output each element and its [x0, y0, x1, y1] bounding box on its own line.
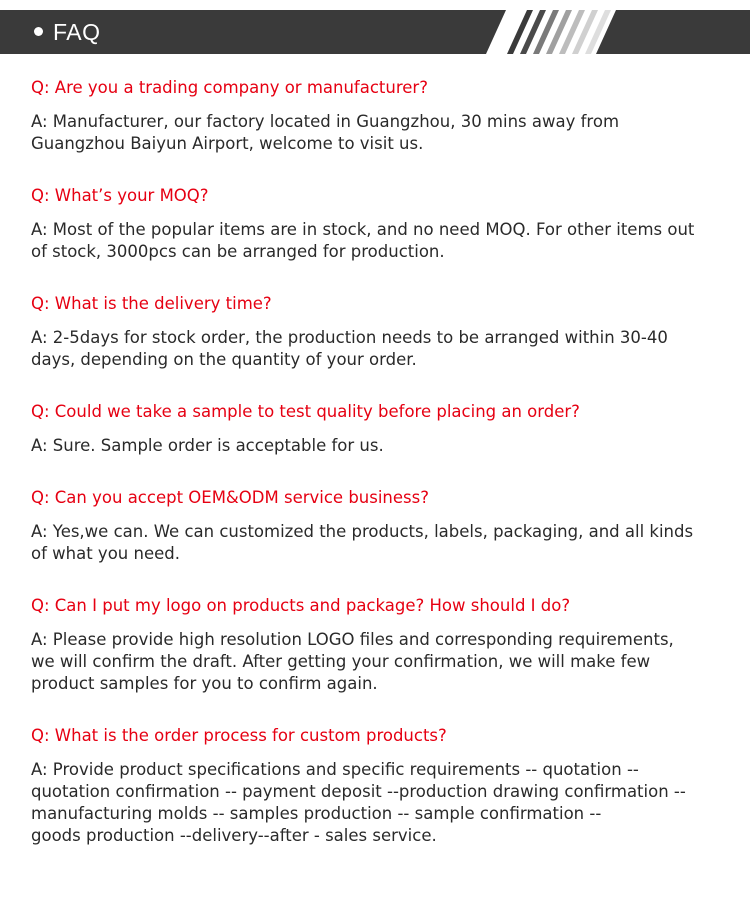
header-banner-graphic — [0, 10, 750, 54]
page-title-text: FAQ — [53, 19, 101, 45]
faq-item — [31, 401, 731, 457]
faq-item — [31, 185, 731, 263]
header-bar-right — [596, 10, 750, 54]
faq-answer: A: Please provide high resolution LOGO files and corresponding requirements, we will confirm the draft. After getting your confirmation, we will make few product samples for you to confirm again. — [31, 630, 674, 693]
page-title — [34, 10, 101, 54]
faq-question: Q: Can I put my logo on products and package? How should I do? — [31, 596, 571, 615]
faq-answer: A: Provide product specifications and specific requirements -- quotation -- quotation confirmation -- payment deposit --production drawing confirmation -- manufacturing molds -- samples production -- sample confirmation -- goods production --delivery--after - sales service. — [31, 760, 686, 845]
faq-item — [31, 77, 731, 155]
faq-answer: A: Manufacturer, our factory located in Guangzhou, 30 mins away from Guangzhou Baiyun Airport, welcome to visit us. — [31, 112, 620, 153]
faq-answer: A: Sure. Sample order is acceptable for us. — [31, 436, 384, 455]
faq-question: Q: Can you accept OEM&ODM service business? — [31, 488, 429, 507]
faq-question: Q: What’s your MOQ? — [31, 186, 209, 205]
faq-item — [31, 595, 731, 695]
faq-question: Q: What is the delivery time? — [31, 294, 272, 313]
faq-question: Q: Are you a trading company or manufacturer? — [31, 78, 428, 97]
faq-answer: A: Most of the popular items are in stock, and no need MOQ. For other items out of stock, 3000pcs can be arranged for production. — [31, 220, 695, 261]
faq-answer: A: 2-5days for stock order, the production needs to be arranged within 30-40 days, depending on the quantity of your order. — [31, 328, 668, 369]
faq-question: Q: Could we take a sample to test quality before placing an order? — [31, 402, 580, 421]
faq-item — [31, 293, 731, 371]
faq-list — [31, 77, 731, 847]
faq-question: Q: What is the order process for custom products? — [31, 726, 447, 745]
faq-answer: A: Yes,we can. We can customized the products, labels, packaging, and all kinds of what you need. — [31, 522, 694, 563]
header-stripes-decoration — [507, 10, 611, 54]
faq-item — [31, 725, 731, 847]
faq-item — [31, 487, 731, 565]
faq-header — [0, 10, 750, 54]
bullet-icon — [34, 27, 43, 36]
